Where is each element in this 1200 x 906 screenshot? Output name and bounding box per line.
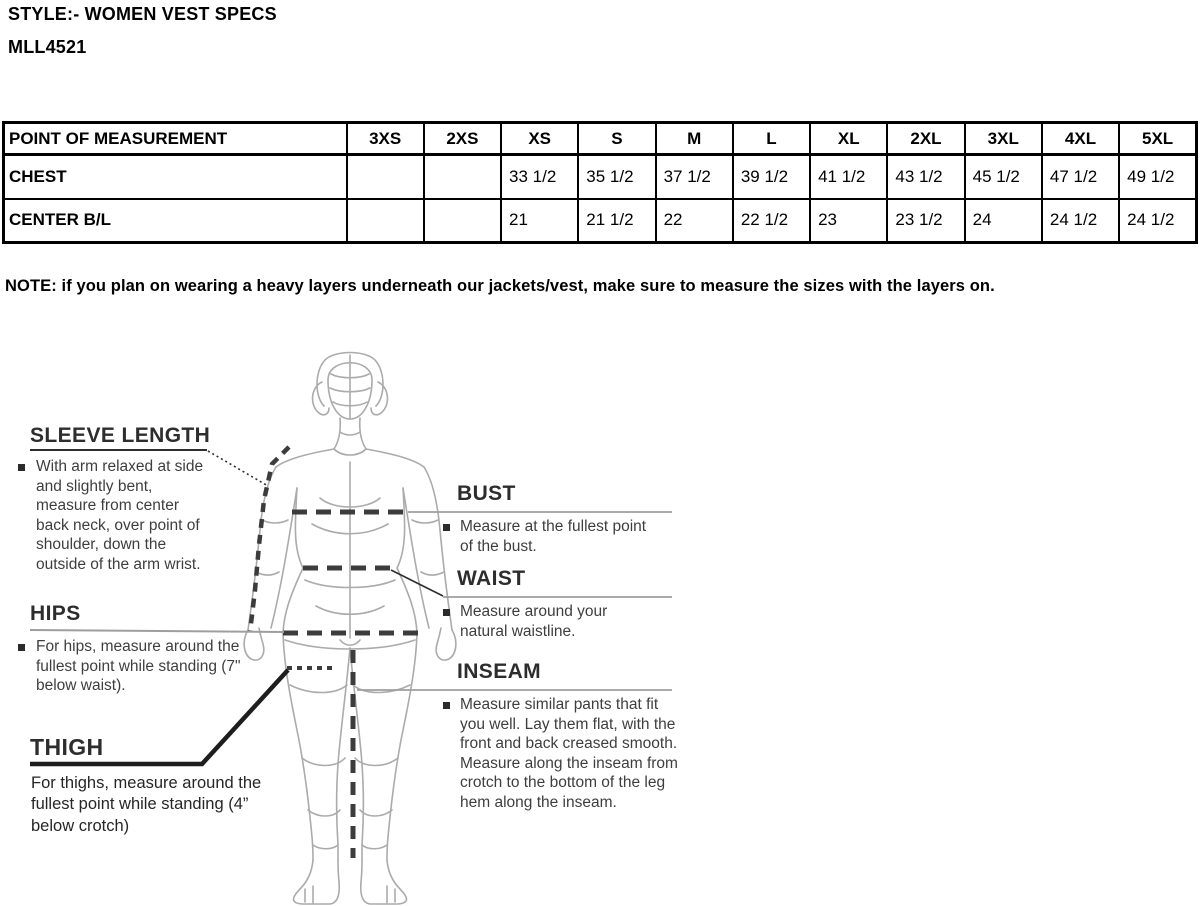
thigh-description: For thighs, measure around the fullest point while standing (4” below crotch) <box>31 774 262 835</box>
column-header-l: L <box>733 123 810 155</box>
bullet-square <box>443 702 450 709</box>
sleeve-length-leader <box>208 451 268 486</box>
centerbl-xl: 23 <box>810 199 887 243</box>
table-header-row <box>4 123 1197 155</box>
thigh-heading: THIGH <box>30 734 104 760</box>
bullet-square <box>443 609 450 616</box>
column-header-m: M <box>656 123 733 155</box>
centerbl-s: 21 1/2 <box>578 199 655 243</box>
centerbl-xs: 21 <box>501 199 578 243</box>
column-header-4xl: 4XL <box>1042 123 1119 155</box>
hips-heading: HIPS <box>30 602 81 625</box>
figure-outline <box>244 353 456 905</box>
centerbl-3xl: 24 <box>965 199 1042 243</box>
column-header-point-of-measurement: POINT OF MEASUREMENT <box>4 123 347 155</box>
centerbl-2xl: 23 1/2 <box>887 199 964 243</box>
chest-2xl: 43 1/2 <box>887 155 964 199</box>
chest-xs: 33 1/2 <box>501 155 578 199</box>
centerbl-l: 22 1/2 <box>733 199 810 243</box>
waist-heading: WAIST <box>457 567 526 590</box>
column-header-s: S <box>578 123 655 155</box>
centerbl-3xs <box>347 199 424 243</box>
page-title: STYLE:- WOMEN VEST SPECS <box>8 4 277 24</box>
style-number: MLL4521 <box>8 37 87 57</box>
chest-4xl: 47 1/2 <box>1042 155 1119 199</box>
bust-description: Measure at the fullest point of the bust. <box>460 518 647 555</box>
column-header-5xl: 5XL <box>1119 123 1196 155</box>
sleeve-length-heading: SLEEVE LENGTH <box>30 424 211 447</box>
inseam-description: Measure similar pants that fit you well. Lay them flat, with the front and back creased smooth. Measure along the inseam from crotch to the bottom of the leg hem along the inseam. <box>460 696 678 811</box>
hips-description: For hips, measure around the fullest point while standing (7" below waist). <box>36 638 241 695</box>
sleeve-length-description: With arm relaxed at side and slightly bent, measure from center back neck, over point of shoulder, down the outside of the arm wrist. <box>36 458 204 573</box>
column-header-xs: XS <box>501 123 578 155</box>
chest-2xs <box>424 155 501 199</box>
centerbl-4xl: 24 1/2 <box>1042 199 1119 243</box>
inseam-heading: INSEAM <box>457 660 542 683</box>
hips-leader <box>30 630 284 632</box>
column-header-2xl: 2XL <box>887 123 964 155</box>
table-row-chest <box>4 155 1197 199</box>
row-label-center-bl: CENTER B/L <box>4 199 347 243</box>
chest-3xs <box>347 155 424 199</box>
bust-heading: BUST <box>457 482 516 505</box>
size-spec-table <box>2 121 1198 244</box>
sleeve-length-measure-line <box>250 447 289 632</box>
chest-s: 35 1/2 <box>578 155 655 199</box>
waist-description: Measure around your natural waistline. <box>460 603 608 640</box>
column-header-3xl: 3XL <box>965 123 1042 155</box>
measurement-lines <box>250 447 419 858</box>
chest-l: 39 1/2 <box>733 155 810 199</box>
centerbl-m: 22 <box>656 199 733 243</box>
bullet-square <box>443 524 450 531</box>
chest-m: 37 1/2 <box>656 155 733 199</box>
note-text: NOTE: if you plan on wearing a heavy layers underneath our jackets/vest, make sure to measure the sizes with the layers on. <box>5 277 995 295</box>
bullet-square <box>18 464 25 471</box>
chest-3xl: 45 1/2 <box>965 155 1042 199</box>
title-block <box>8 5 277 56</box>
bullet-square <box>18 644 25 651</box>
column-header-3xs: 3XS <box>347 123 424 155</box>
table-row-center-bl <box>4 199 1197 243</box>
chest-5xl: 49 1/2 <box>1119 155 1196 199</box>
column-header-2xs: 2XS <box>424 123 501 155</box>
row-label-chest: CHEST <box>4 155 347 199</box>
chest-xl: 41 1/2 <box>810 155 887 199</box>
measurement-diagram <box>0 340 1200 906</box>
column-header-xl: XL <box>810 123 887 155</box>
centerbl-5xl: 24 1/2 <box>1119 199 1196 243</box>
centerbl-2xs <box>424 199 501 243</box>
